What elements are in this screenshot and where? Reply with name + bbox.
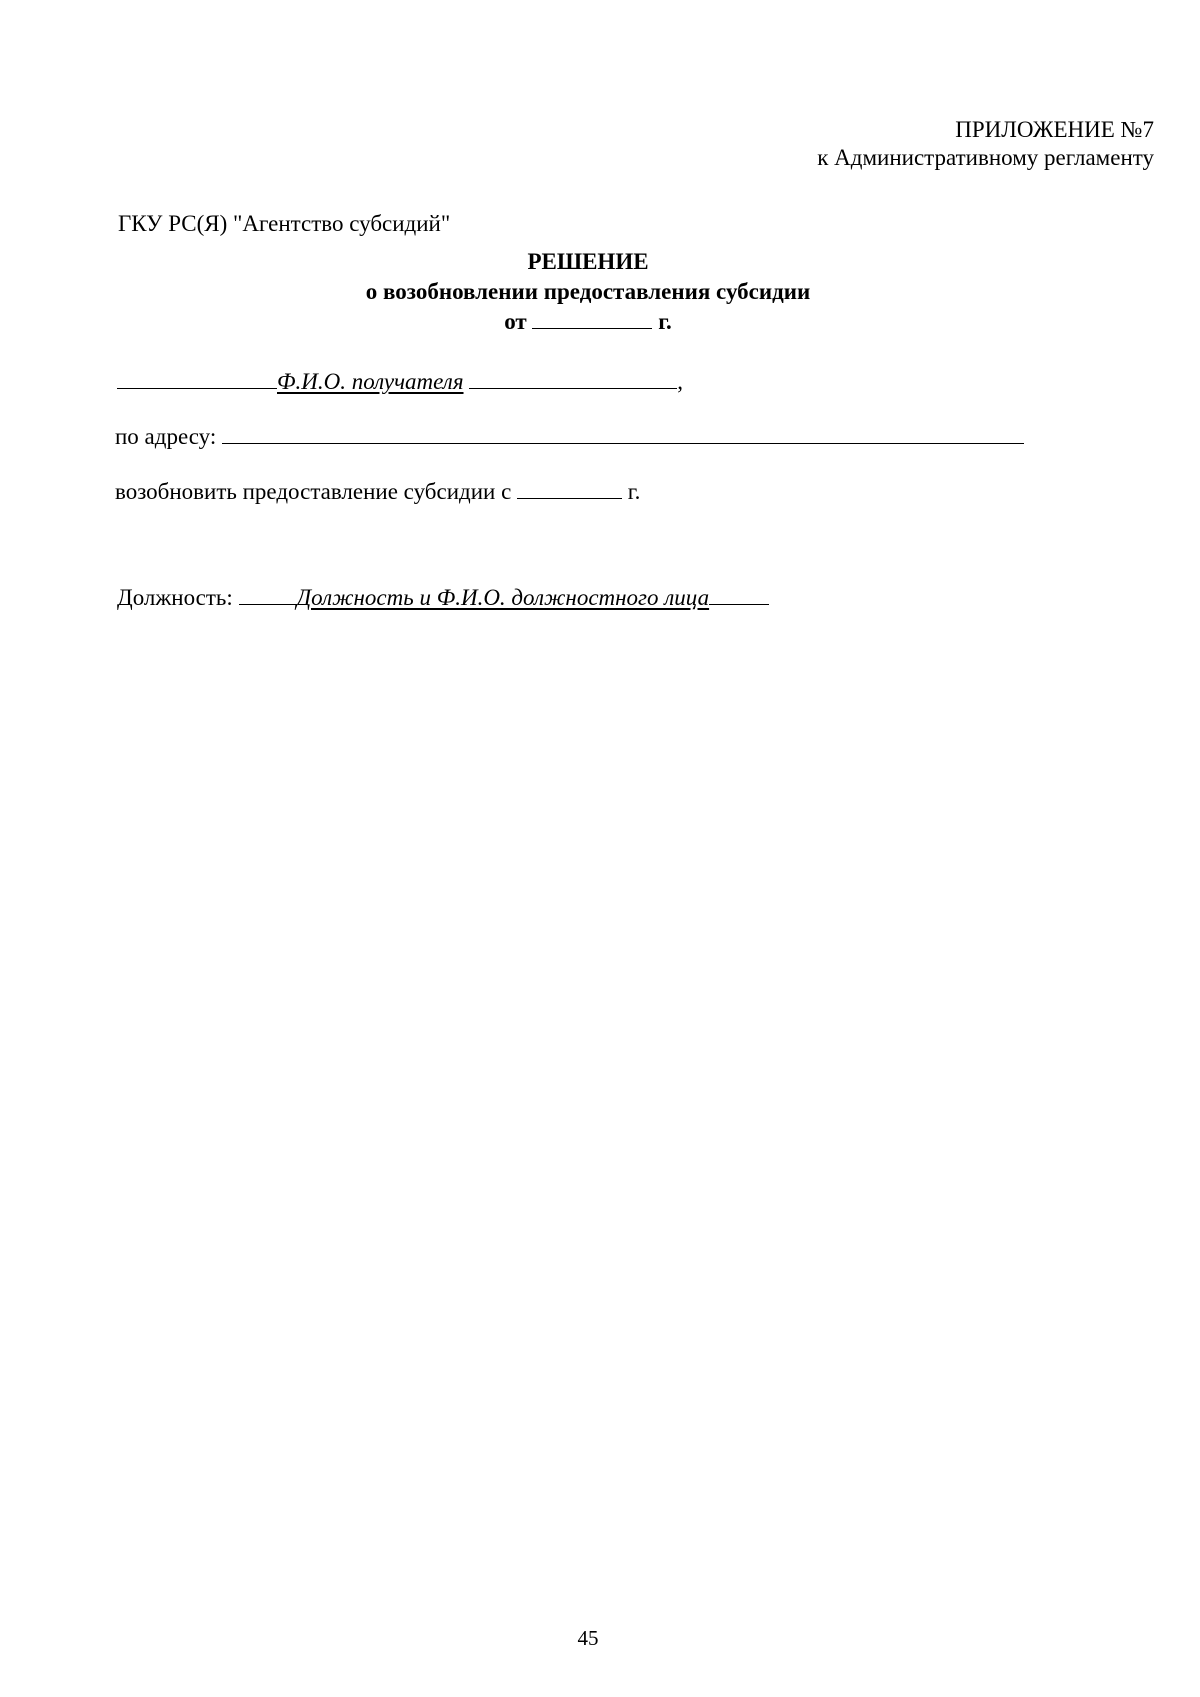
appendix-number: ПРИЛОЖЕНИЕ №7 [955,117,1154,142]
recipient-placeholder: Ф.И.О. получателя [277,369,464,394]
date-suffix: г. [658,309,672,334]
decision-subtitle: о возобновлении предоставления субсидии [365,279,811,304]
position-placeholder: Должность и Ф.И.О. должностного лица [296,585,710,610]
recipient-trailing: , [677,369,684,394]
address-line [115,423,1024,448]
recipient-line [117,368,683,393]
recipient-blank-left[interactable] [117,368,277,389]
address-label: по адресу: [115,424,217,449]
appendix-regulation: к Административному регламенту [817,145,1154,170]
date-prefix: от [504,309,527,334]
decision-title: РЕШЕНИЕ [527,249,649,274]
recipient-blank-right[interactable] [469,368,677,389]
position-blank-right[interactable] [709,584,769,605]
address-blank[interactable] [222,423,1024,444]
organization-name: ГКУ РС(Я) "Агентство субсидий" [118,211,451,236]
resume-text: возобновить предоставление субсидии с [115,479,512,504]
position-label: Должность: [117,585,233,610]
resume-suffix: г. [627,479,641,504]
resume-date-blank[interactable] [517,478,622,499]
decision-date [0,308,1176,333]
page-number: 45 [577,1626,599,1650]
date-blank[interactable] [532,308,652,329]
resume-line [115,478,640,503]
position-blank-left[interactable] [239,584,297,605]
position-line [117,584,769,609]
